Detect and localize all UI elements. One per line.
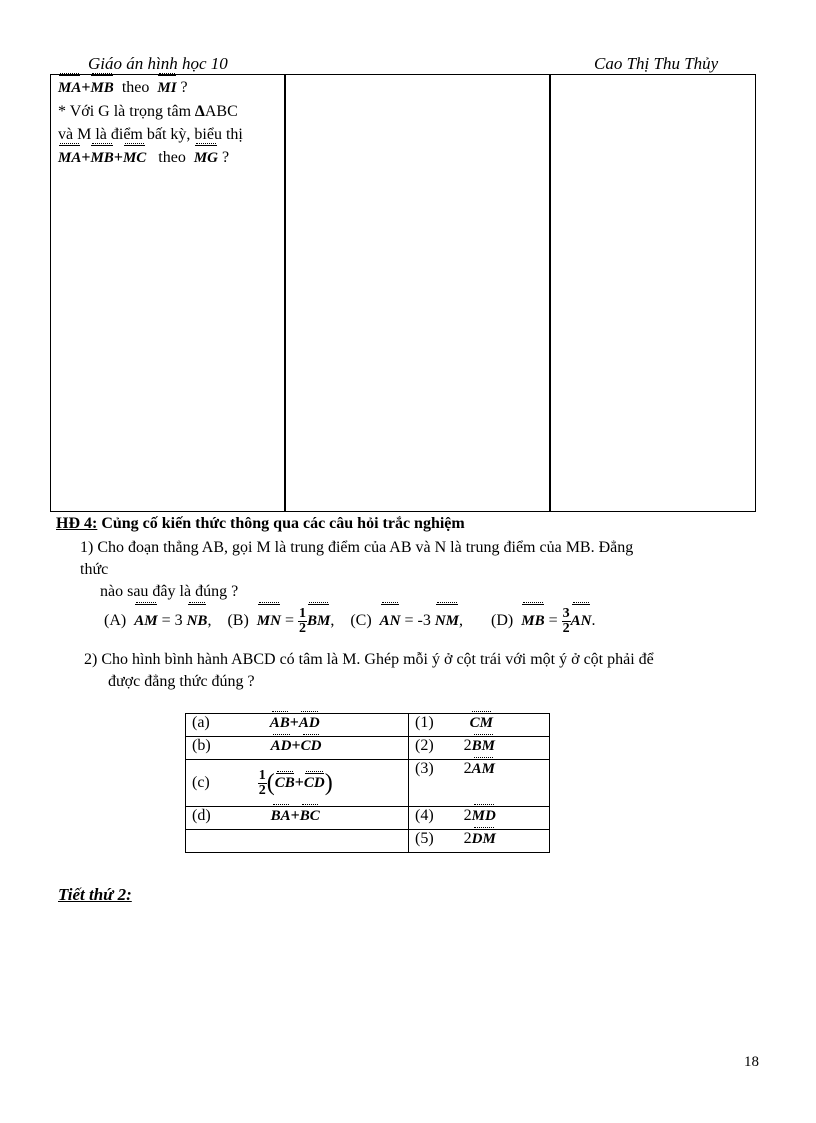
vector-mb: MB <box>90 147 113 170</box>
vector-mb: MB <box>90 77 113 100</box>
left-cell <box>186 830 409 853</box>
option-b: (B) MN = $\frac{1}{2}$ BM, <box>227 605 335 636</box>
table-row <box>186 737 550 760</box>
option-c: (C) AN = -3 NM, <box>350 612 467 629</box>
plus-sign: + <box>81 79 91 96</box>
right-cell: (1) CM <box>409 714 550 737</box>
table-row <box>186 807 550 830</box>
hd4-label: HĐ 4: <box>56 515 98 532</box>
col1-line3: và M là điểm bất kỳ, biểu thị <box>58 126 243 143</box>
q1-line2: thức <box>80 561 109 578</box>
left-cell: (d) BA+BC <box>186 807 409 830</box>
col1-line2: * Với G là trọng tâm ∆ABC <box>58 103 238 120</box>
theo-text: theo <box>158 149 186 166</box>
q2-line1: 2) Cho hình bình hành ABCD có tâm là M. Ghép mỗi ý ở cột trái với một ý ở cột phải để <box>84 651 654 668</box>
option-a: (A) AM = 3 NB, <box>104 612 215 629</box>
left-cell: (b) AD+CD <box>186 737 409 760</box>
vector-ma: MA <box>58 77 81 100</box>
fraction: $\frac{1}{2}$ <box>298 605 306 636</box>
matching-table <box>185 713 550 853</box>
hd4-heading <box>56 515 465 533</box>
table-row <box>186 714 550 737</box>
table-row <box>186 760 550 807</box>
vector-mi: MI <box>157 77 176 100</box>
page-number: 18 <box>744 1054 759 1070</box>
option-d: (D) MB = $\frac{3}{2}$ AN. <box>491 605 596 636</box>
vector-mg: MG <box>194 147 218 170</box>
right-cell: (3) 2AM <box>409 760 550 807</box>
header-right: Cao Thị Thu Thủy <box>594 54 719 73</box>
question-mark: ? <box>180 79 188 96</box>
question-1 <box>80 537 770 603</box>
theo-text: theo <box>121 79 150 96</box>
delta-icon: ∆ <box>195 103 205 120</box>
section-heading: Tiết thứ 2: <box>58 885 132 904</box>
vector-ma: MA <box>58 147 81 170</box>
q1-line1: 1) Cho đoạn thẳng AB, gọi M là trung điểm của AB và N là trung điểm của MB. Đẳng <box>80 539 634 556</box>
q1-options <box>104 606 784 636</box>
fraction: $\frac{1}{2}$ <box>258 767 266 798</box>
col1-line1 <box>58 76 282 100</box>
question-mark: ? <box>222 149 230 166</box>
top-table-col3 <box>549 74 756 512</box>
right-cell: (5) 2DM <box>409 830 550 853</box>
right-cell: (2) 2BM <box>409 737 550 760</box>
top-table-col2 <box>284 74 551 512</box>
hd4-title: Củng cố kiến thức thông qua các câu hỏi trắc nghiệm <box>101 515 465 532</box>
header-left: Giáo án hình học 10 <box>88 54 228 73</box>
right-cell: (4) 2MD <box>409 807 550 830</box>
left-cell: (a) AB+AD <box>186 714 409 737</box>
fraction: $\frac{3}{2}$ <box>562 605 570 636</box>
q2-line2: được đẳng thức đúng ? <box>108 673 255 690</box>
top-table-col1-content <box>58 76 282 170</box>
question-2 <box>84 649 784 693</box>
table-row <box>186 830 550 853</box>
left-cell: (c) $\frac{1}{2}$ (CB+CD) <box>186 760 409 807</box>
col1-line4: MA+MB+MC theo MG ? <box>58 146 282 170</box>
vector-mc: MC <box>123 147 146 170</box>
q1-line3: nào sau đây là đúng ? <box>100 583 239 600</box>
